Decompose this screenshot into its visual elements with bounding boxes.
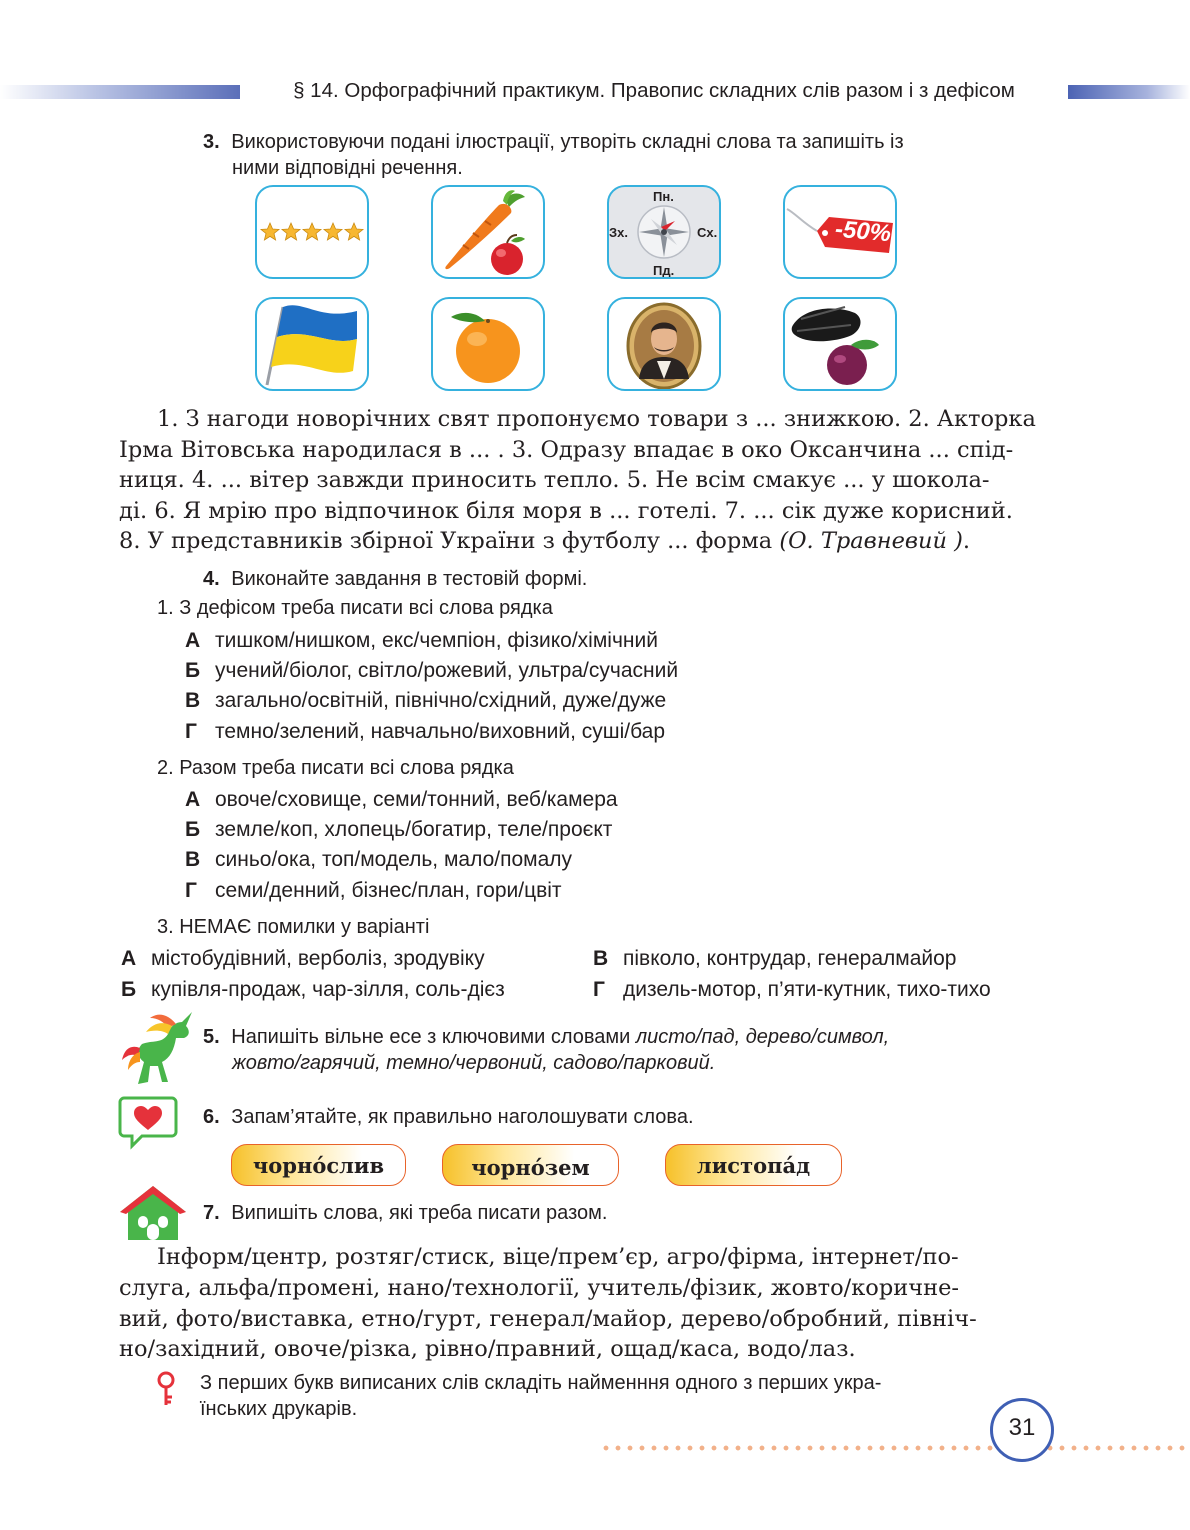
task3-text-line1: Використовуючи подані ілюстрації, утворіть складні слова та запишіть із [231, 131, 904, 153]
task5-keywords-line2: жовто/гарячий, темно/червоний, садово/парковий. [232, 1052, 716, 1074]
stress-word-1 [231, 1144, 406, 1186]
option-letter: Г [185, 720, 197, 743]
q1-option-a[interactable] [185, 629, 658, 653]
task3-sentences [119, 404, 1049, 557]
option-text: півколо, контрудар, генералмайор [623, 947, 957, 970]
task7-number: 7. [203, 1202, 220, 1224]
tile-black-plum [783, 297, 897, 391]
tile-flag [255, 297, 369, 391]
sentences-author: (О. Травневий ) [779, 528, 963, 554]
compass-west-label: Зх. [609, 225, 628, 240]
question-2-title: 2. Разом треба писати всі слова рядка [157, 757, 514, 779]
task7-key-line1: З перших букв виписаних слів складіть найменння одного з перших укра- [200, 1372, 882, 1394]
option-text: купівля-продаж, чар-зілля, соль-дієз [151, 978, 505, 1001]
header-bar-right [1068, 85, 1190, 99]
task7-heading [203, 1200, 607, 1226]
option-letter: Б [185, 818, 201, 841]
five-stars-icon [257, 187, 367, 277]
sentence-line: ді. 6. Я мрію про відпочинок біля моря в ... готелі. 7. ... сік дуже корисний. [119, 497, 1013, 524]
sentence-line: ниця. 4. ... вітер завжди приносить тепло. 5. Не всім смакує ... у шокола- [119, 467, 990, 493]
q2-option-g[interactable] [185, 879, 562, 903]
option-letter: Б [185, 659, 201, 682]
task3-number: 3. [203, 131, 220, 153]
house-icon [118, 1184, 188, 1242]
option-letter: А [121, 947, 137, 970]
key-icon [154, 1371, 178, 1407]
task4-number: 4. [203, 568, 220, 590]
word-list-line: Інформ/центр, розтяг/стиск, віце/прем’єр, агро/фірма, інтернет/по- [157, 1244, 959, 1270]
stress-word-2 [442, 1144, 619, 1186]
sentence-line: Ірма Вітовська народилася в ... . 3. Одразу впадає в око Оксанчина ... спід- [119, 436, 1014, 463]
portrait-icon [609, 299, 719, 389]
option-text: тишком/нишком, екс/чемпіон, фізико/хімічний [215, 629, 658, 652]
option-letter: А [185, 788, 201, 811]
page-header-title: § 14. Орфографічний практикум. Правопис складних слів разом і з дефісом [293, 79, 1015, 102]
option-text: містобудівний, верболіз, зродувіку [151, 947, 485, 970]
option-text: учений/біолог, світло/рожевий, ультра/сучасний [215, 659, 679, 682]
stress-word-text: чорнóзем [471, 1155, 590, 1180]
ukraine-flag-icon [257, 299, 367, 389]
sentence-line: 1. З нагоди новорічних свят пропонуємо товари з ... знижкою. 2. Акторка [157, 406, 1036, 432]
option-text: овоче/сховище, семи/тонний, веб/камера [215, 788, 618, 811]
task7-text: Випишіть слова, які треба писати разом. [231, 1202, 608, 1224]
task5-line2 [232, 1050, 715, 1076]
q2-option-a[interactable] [185, 788, 618, 812]
tile-carrot-apple [431, 185, 545, 279]
compass-north-label: Пн. [653, 189, 674, 204]
option-text: синьо/ока, топ/модель, мало/помалу [215, 848, 573, 871]
question-3-title: 3. НЕМАЄ помилки у варіанті [157, 916, 430, 938]
unicorn-icon [118, 1004, 196, 1088]
task6-text: Запам’ятайте, як правильно наголошувати слова. [231, 1106, 694, 1128]
question-1-title: 1. З дефісом треба писати всі слова рядка [157, 597, 553, 619]
black-plum-icon [785, 299, 895, 389]
task5-number: 5. [203, 1026, 220, 1048]
q3-option-g[interactable] [593, 978, 991, 1002]
q3-option-a[interactable] [121, 947, 485, 971]
task4-text: Виконайте завдання в тестовій формі. [231, 568, 588, 590]
tile-sale-tag [783, 185, 897, 279]
option-letter: Г [593, 978, 605, 1001]
word-list-line: вий, фото/виставка, етно/гурт, генерал/майор, дерево/обробний, північ- [119, 1305, 977, 1332]
option-letter: В [185, 848, 201, 871]
word-list-line: слуга, альфа/промені, нано/технології, учитель/фізик, жовто/коричне- [119, 1274, 960, 1301]
stress-word-3 [665, 1144, 842, 1186]
task5-keywords-line1: листо/пад, дерево/символ, [635, 1026, 890, 1048]
task5-line1 [203, 1024, 889, 1050]
q2-option-v[interactable] [185, 848, 572, 872]
task5-text: Напишіть вільне есе з ключовими словами [231, 1026, 631, 1048]
option-letter: А [185, 629, 201, 652]
task3-text-line2: ними відповідні речення. [232, 157, 463, 179]
option-letter: Г [185, 879, 197, 902]
header-bar-left [0, 85, 240, 99]
option-text: земле/коп, хлопець/богатир, теле/проєкт [215, 818, 613, 841]
q1-option-v[interactable] [185, 689, 666, 713]
footer-dots [600, 1444, 1190, 1452]
stress-word-text: чорнóслив [252, 1153, 385, 1178]
option-text: загально/освітній, північно/східний, дуже/дуже [215, 689, 667, 712]
task6-number: 6. [203, 1106, 220, 1128]
option-text: темно/зелений, навчально/виховний, суші/бар [215, 720, 666, 743]
sentence-line: 8. У представників збірної України з футболу ... форма [119, 528, 773, 554]
q3-option-v[interactable] [593, 947, 957, 971]
task7-key-line2: їнських друкарів. [200, 1398, 358, 1420]
q2-option-b[interactable] [185, 818, 612, 842]
heart-speech-icon [118, 1094, 178, 1150]
task4-heading [203, 566, 587, 592]
option-text: дизель-мотор, п’яти-кутник, тихо-тихо [623, 978, 991, 1001]
carrot-apple-icon [433, 187, 543, 277]
compass-south-label: Пд. [653, 263, 675, 278]
task3-line1 [203, 129, 904, 155]
compass-east-label: Сх. [697, 225, 718, 240]
q1-option-b[interactable] [185, 659, 678, 683]
option-letter: В [593, 947, 609, 970]
sale-tag-label: -50% [833, 215, 893, 248]
page-number: 31 [1008, 1414, 1036, 1441]
tile-orange [431, 297, 545, 391]
option-letter: В [185, 689, 201, 712]
orange-icon [433, 299, 543, 389]
option-text: семи/денний, бізнес/план, гори/цвіт [215, 879, 562, 902]
option-letter: Б [121, 978, 137, 1001]
word-list-line: но/західний, овоче/різка, рівно/правний, ощад/каса, водо/лаз. [119, 1336, 856, 1363]
q1-option-g[interactable] [185, 720, 665, 744]
tile-compass [607, 185, 721, 279]
q3-option-b[interactable] [121, 978, 505, 1002]
task6-heading [203, 1104, 694, 1130]
tile-stars [255, 185, 369, 279]
stress-word-text: листопáд [696, 1153, 811, 1178]
task7-word-list [119, 1242, 1049, 1365]
tile-portrait [607, 297, 721, 391]
sentences-end-period: . [962, 528, 971, 554]
sentence-last-line [119, 526, 1049, 557]
